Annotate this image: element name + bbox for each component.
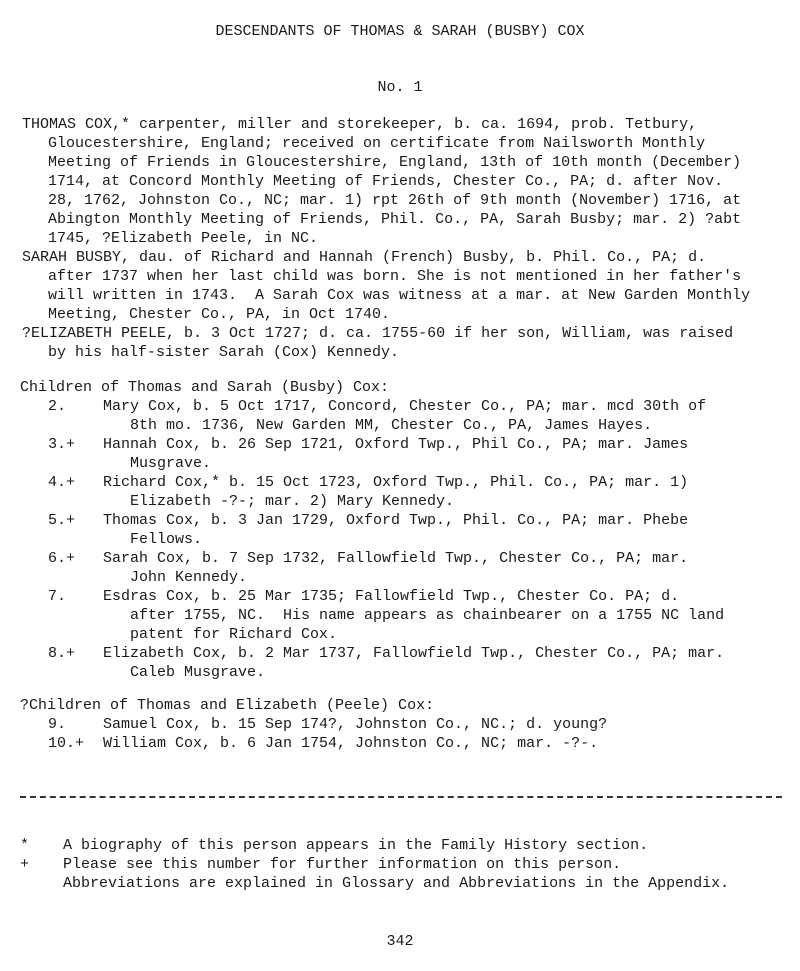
text-line: patent for Richard Cox. [130, 626, 338, 643]
text-line: 1745, ?Elizabeth Peele, in NC. [48, 230, 319, 247]
text-line: Mary Cox, b. 5 Oct 1717, Concord, Chester Co., PA; mar. mcd 30th of [103, 398, 707, 415]
text-line: THOMAS COX,* carpenter, miller and storekeeper, b. ca. 1694, prob. Tetbury, [22, 116, 698, 133]
text-line: Musgrave. [130, 455, 212, 472]
text-line: William Cox, b. 6 Jan 1754, Johnston Co., NC; mar. -?-. [103, 735, 599, 752]
text-line: 1714, at Concord Monthly Meeting of Friends, Chester Co., PA; d. after Nov. [48, 173, 724, 190]
text-line: Gloucestershire, England; received on certificate from Nailsworth Monthly [48, 135, 706, 152]
child-number: 8.+ [48, 645, 76, 662]
text-line: Esdras Cox, b. 25 Mar 1735; Fallowfield Twp., Chester Co. PA; d. [103, 588, 680, 605]
text-line: John Kennedy. [130, 569, 248, 586]
entry-number: No. 1 [377, 79, 423, 96]
text-line: Fellows. [130, 531, 203, 548]
page-number: 342 [386, 933, 414, 950]
text-line: 8th mo. 1736, New Garden MM, Chester Co., PA, James Hayes. [130, 417, 653, 434]
text-line: Sarah Cox, b. 7 Sep 1732, Fallowfield Twp., Chester Co., PA; mar. [103, 550, 689, 567]
section-heading: ?Children of Thomas and Elizabeth (Peele) Cox: [20, 697, 435, 714]
footnote-text: Please see this number for further information on this person. [63, 856, 622, 873]
text-line: 28, 1762, Johnston Co., NC; mar. 1) rpt 26th of 9th month (November) 1716, at [48, 192, 742, 209]
child-number: 7. [48, 588, 67, 605]
text-line: by his half-sister Sarah (Cox) Kennedy. [48, 344, 400, 361]
child-number: 6.+ [48, 550, 76, 567]
text-line: Meeting, Chester Co., PA, in Oct 1740. [48, 306, 391, 323]
footnote-text: Abbreviations are explained in Glossary and Abbreviations in the Appendix. [63, 875, 730, 892]
text-line: SARAH BUSBY, dau. of Richard and Hannah (French) Busby, b. Phil. Co., PA; d. [22, 249, 707, 266]
text-line: Elizabeth -?-; mar. 2) Mary Kennedy. [130, 493, 455, 510]
text-line: Hannah Cox, b. 26 Sep 1721, Oxford Twp., Phil Co., PA; mar. James [103, 436, 689, 453]
text-line: Abington Monthly Meeting of Friends, Phil. Co., PA, Sarah Busby; mar. 2) ?abt [48, 211, 742, 228]
text-line: Caleb Musgrave. [130, 664, 266, 681]
child-number: 9. [48, 716, 67, 733]
text-line: after 1737 when her last child was born. She is not mentioned in her father's [48, 268, 742, 285]
child-number: 4.+ [48, 474, 76, 491]
child-number: 3.+ [48, 436, 76, 453]
child-number: 5.+ [48, 512, 76, 529]
text-line: Samuel Cox, b. 15 Sep 174?, Johnston Co., NC.; d. young? [103, 716, 608, 733]
text-line: ?ELIZABETH PEELE, b. 3 Oct 1727; d. ca. 1755-60 if her son, William, was raised [22, 325, 734, 342]
text-line: will written in 1743. A Sarah Cox was witness at a mar. at New Garden Monthly [48, 287, 751, 304]
text-line: Meeting of Friends in Gloucestershire, England, 13th of 10th month (December) [48, 154, 742, 171]
text-line: Elizabeth Cox, b. 2 Mar 1737, Fallowfield Twp., Chester Co., PA; mar. [103, 645, 725, 662]
text-line: Richard Cox,* b. 15 Oct 1723, Oxford Twp., Phil. Co., PA; mar. 1) [103, 474, 689, 491]
child-number: 2. [48, 398, 67, 415]
text-line: Thomas Cox, b. 3 Jan 1729, Oxford Twp., Phil. Co., PA; mar. Phebe [103, 512, 689, 529]
footnote-symbol: + [20, 856, 30, 873]
page-title: DESCENDANTS OF THOMAS & SARAH (BUSBY) COX [215, 23, 585, 40]
text-line: after 1755, NC. His name appears as chainbearer on a 1755 NC land [130, 607, 725, 624]
footnote-symbol: * [20, 837, 30, 854]
section-heading: Children of Thomas and Sarah (Busby) Cox: [20, 379, 390, 396]
child-number: 10.+ [48, 735, 85, 752]
divider [20, 796, 782, 798]
footnote-text: A biography of this person appears in the Family History section. [63, 837, 649, 854]
